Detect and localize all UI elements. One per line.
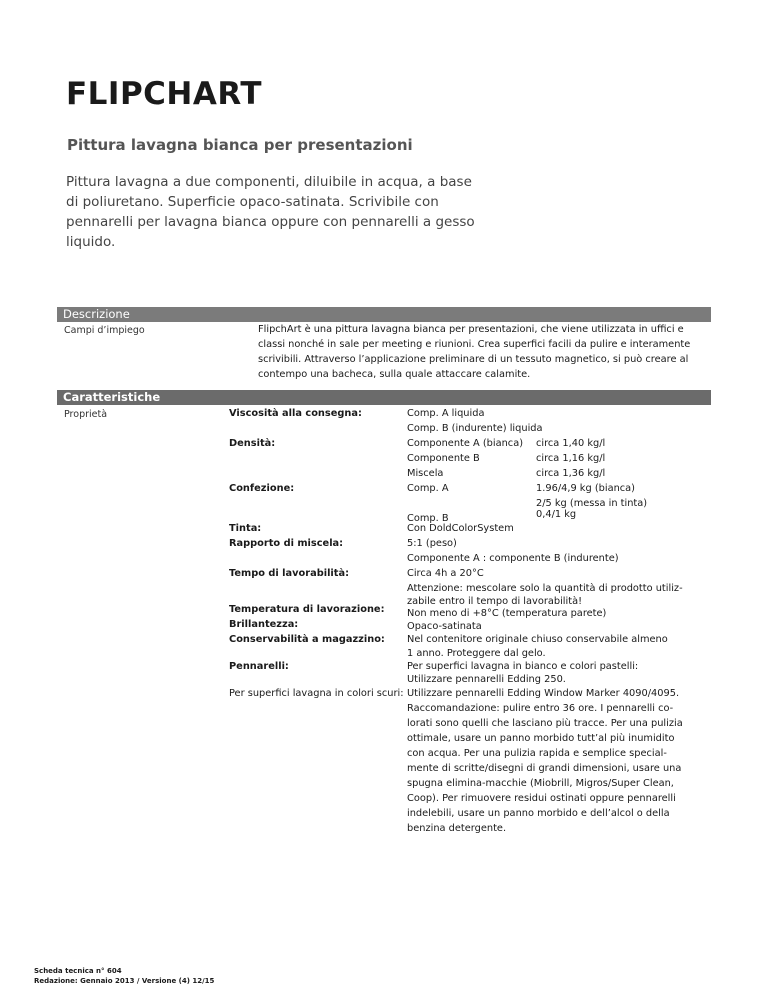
val-dens-m-num: circa 1,36 kg/l xyxy=(536,468,606,479)
val-rapporto1: 5:1 (peso) xyxy=(407,538,457,549)
footer-revision: Redazione: Gennaio 2013 / Versione (4) 12/15 xyxy=(34,977,215,985)
page-subtitle: Pittura lavagna bianca per presentazioni xyxy=(67,136,413,154)
val-conf-a-num2: 2/5 kg (messa in tinta) xyxy=(536,498,648,509)
key-temperatura: Temperatura di lavorazione: xyxy=(229,604,385,615)
val-conf-b-num: 0,4/1 kg xyxy=(536,509,577,520)
val-tinta: Con DoldColorSystem xyxy=(407,523,514,534)
section-header-caratteristiche: Caratteristiche xyxy=(57,390,711,405)
footer xyxy=(34,966,214,986)
val-conf-b: Comp. B xyxy=(407,513,449,524)
section-header-descrizione: Descrizione xyxy=(57,307,711,322)
descrizione-text: FlipchArt è una pittura lavagna bianca per presentazioni, che viene utilizzata in uffici e classi nonché in sale per meeting e riunioni. Crea superfici facili da pulire e interamente scrivibili. Attraverso l’applicazione preliminare di un tessuto magnetico, si può creare al contempo una bacheca, sulla quale attaccare calamite. xyxy=(258,324,691,380)
val-scuri-text: Raccomandazione: pulire entro 36 ore. I pennarelli co- lorati sono quelli che lasciano più tracce. Per una pulizia ottimale, usare un panno morbido tutt’al più inumidito con acqua. Per una pulizia rapida e semplice special- mente di scritte/disegni di grandi dimensioni, usare una spugna elimina-macchie (Miobrill, Migros/Super Clean, Coop). Per rimuovere residui ostinati oppure pennarelli indelebili, usare un panno morbido e dell’alcol o della benzina detergente. xyxy=(407,703,683,834)
val-penn2: Utilizzare pennarelli Edding 250. xyxy=(407,674,566,685)
label-proprieta: Proprietà xyxy=(64,409,108,420)
key-tempo: Tempo di lavorabilità: xyxy=(229,568,349,579)
val-scuri1: Utilizzare pennarelli Edding Window Marker 4090/4095. xyxy=(407,688,680,699)
val-penn1: Per superfici lavagna in bianco e colori pastelli: xyxy=(407,661,639,672)
val-conserv1: Nel contenitore originale chiuso conservabile almeno xyxy=(407,634,668,645)
key-viscosita: Viscosità alla consegna: xyxy=(229,408,362,419)
key-brillantezza: Brillantezza: xyxy=(229,619,299,630)
page-title: FLIPCHART xyxy=(66,76,262,112)
val-tempo2: Attenzione: mescolare solo la quantità di prodotto utiliz- xyxy=(407,583,683,594)
val-tempo1: Circa 4h a 20°C xyxy=(407,568,484,579)
val-brillantezza: Opaco-satinata xyxy=(407,621,482,632)
val-visc-a: Comp. A liquida xyxy=(407,408,485,419)
val-tempo3: zabile entro il tempo di lavorabilità! xyxy=(407,596,583,607)
val-conserv2: 1 anno. Proteggere dal gelo. xyxy=(407,648,546,659)
key-densita: Densità: xyxy=(229,438,276,449)
key-tinta: Tinta: xyxy=(229,523,262,534)
val-temperatura: Non meno di +8°C (temperatura parete) xyxy=(407,608,607,619)
val-dens-a-num: circa 1,40 kg/l xyxy=(536,438,606,449)
intro-paragraph: Pittura lavagna a due componenti, diluibile in acqua, a base di poliuretano. Superficie opaco-satinata. Scrivibile con pennarelli per lavagna bianca oppure con pennarelli a gesso liquido. xyxy=(66,174,475,250)
val-rapporto2: Componente A : componente B (indurente) xyxy=(407,553,619,564)
key-pennarelli: Pennarelli: xyxy=(229,661,289,672)
val-dens-a: Componente A (bianca) xyxy=(407,438,524,449)
val-dens-b: Componente B xyxy=(407,453,480,464)
val-visc-b: Comp. B (indurente) liquida xyxy=(407,423,543,434)
footer-sheet-number: Scheda tecnica n° 604 xyxy=(34,967,122,975)
label-campi-impiego: Campi d’impiego xyxy=(64,325,145,336)
val-conf-a-num1: 1.96/4,9 kg (bianca) xyxy=(536,483,636,494)
key-confezione: Confezione: xyxy=(229,483,295,494)
key-rapporto: Rapporto di miscela: xyxy=(229,538,344,549)
val-conf-a: Comp. A xyxy=(407,483,449,494)
val-dens-b-num: circa 1,16 kg/l xyxy=(536,453,606,464)
key-conservabilita: Conservabilità a magazzino: xyxy=(229,634,385,645)
val-dens-m: Miscela xyxy=(407,468,444,479)
key-colori-scuri: Per superfici lavagna in colori scuri: xyxy=(229,688,404,699)
